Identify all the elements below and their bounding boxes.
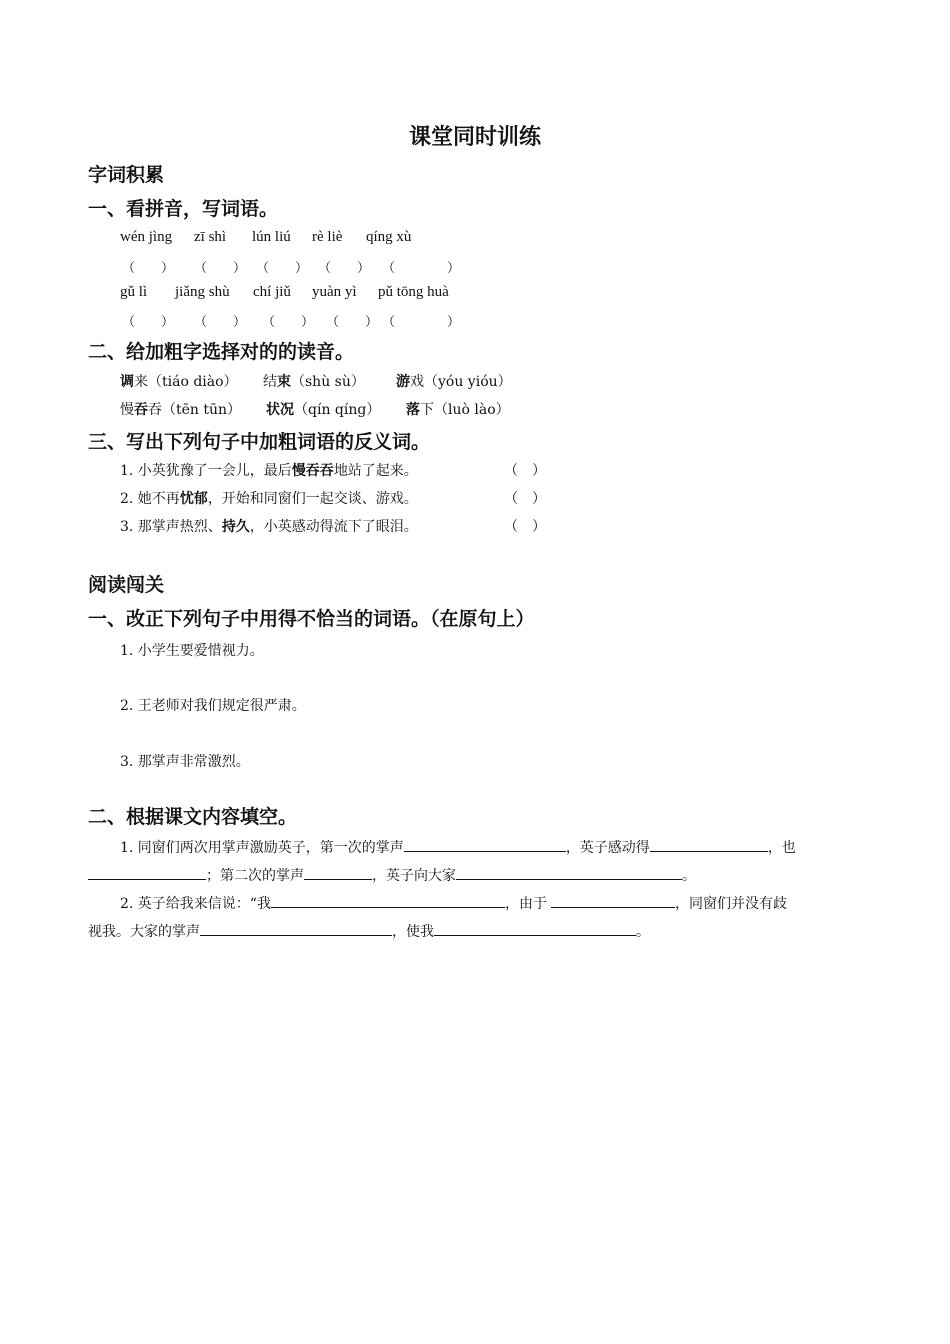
antonym-answer-blank[interactable]: （ ） (504, 519, 546, 535)
pinyin-item: yuàn yì (312, 284, 357, 300)
fill-line-2: ；第二次的掌声 ，英子向大家 。 (88, 865, 696, 885)
pinyin-item: jiǎng shù (175, 284, 230, 300)
fill-blank[interactable] (304, 865, 372, 880)
antonym-sentence-3: 3. 那掌声热烈、持久，小英感动得流下了眼泪。 (120, 519, 418, 535)
pinyin-item: gǔ lì (120, 284, 148, 300)
question-heading-fill: 二、根据课文内容填空。 (88, 806, 298, 828)
fill-blank[interactable] (404, 837, 566, 852)
question-heading-pronunciation: 二、给加粗字选择对的的读音。 (88, 341, 355, 363)
answer-blank[interactable]: （ ） (122, 260, 175, 275)
pronunciation-item: 游戏（yóu yióu） (396, 374, 512, 390)
fill-line-1: 1. 同窗们两次用掌声激励英子，第一次的掌声 ，英子感动得 ，也 (120, 837, 796, 857)
answer-blank[interactable]: （ ） (194, 314, 247, 329)
fill-line-4: 视我。大家的掌声 ，使我 。 (88, 921, 650, 941)
pronunciation-item: 结束（shù sù） (263, 374, 365, 390)
fill-blank[interactable] (650, 837, 768, 852)
question-heading-pinyin: 一、看拼音，写词语。 (88, 198, 279, 220)
answer-blank[interactable]: （ ） (256, 260, 309, 275)
pronunciation-item: 调来（tiáo diào） (120, 374, 238, 390)
fill-line-3: 2. 英子给我来信说：“我 ，由于 ，同窗们并没有歧 (120, 893, 787, 913)
pinyin-item: rè liè (312, 229, 343, 245)
fill-blank[interactable] (456, 865, 682, 880)
answer-blank[interactable]: （ ） (262, 314, 315, 329)
fill-blank[interactable] (271, 893, 505, 908)
antonym-answer-blank[interactable]: （ ） (504, 463, 546, 479)
fill-blank[interactable] (88, 865, 206, 880)
pinyin-item: zī shì (194, 229, 227, 245)
pinyin-item: wén jìng (120, 229, 173, 245)
answer-blank-wide[interactable]: （ ） (382, 260, 461, 275)
pinyin-item: qíng xù (366, 229, 412, 245)
answer-blank[interactable]: （ ） (122, 314, 175, 329)
fill-blank[interactable] (434, 921, 636, 936)
fill-blank[interactable] (200, 921, 392, 936)
answer-blank-wide[interactable]: （ ） (382, 314, 461, 329)
antonym-sentence-2: 2. 她不再忧郁，开始和同窗们一起交谈、游戏。 (120, 491, 418, 507)
pronunciation-item: 状况（qín qíng） (266, 402, 381, 418)
page-title: 课堂同时训练 (408, 125, 541, 150)
correction-sentence[interactable]: 3. 那掌声非常激烈。 (120, 754, 250, 770)
answer-blank[interactable]: （ ） (194, 260, 247, 275)
correction-sentence[interactable]: 1. 小学生要爱惜视力。 (120, 643, 264, 659)
pinyin-item: lún liú (252, 229, 291, 245)
fill-blank[interactable] (551, 893, 675, 908)
question-heading-correction: 一、改正下列句子中用得不恰当的词语。（在原句上） (88, 608, 535, 630)
pronunciation-item: 落下（luò lào） (406, 402, 510, 418)
question-heading-antonym: 三、写出下列句子中加粗词语的反义词。 (88, 431, 431, 453)
answer-blank[interactable]: （ ） (318, 260, 371, 275)
antonym-sentence-1: 1. 小英犹豫了一会儿，最后慢吞吞地站了起来。 (120, 463, 418, 479)
correction-sentence[interactable]: 2. 王老师对我们规定很严肃。 (120, 698, 306, 714)
answer-blank[interactable]: （ ） (326, 314, 379, 329)
section-heading-vocab: 字词积累 (88, 164, 165, 186)
antonym-answer-blank[interactable]: （ ） (504, 491, 546, 507)
section-heading-reading: 阅读闯关 (88, 574, 165, 596)
pinyin-item: chí jiǔ (253, 284, 291, 300)
pronunciation-item: 慢吞吞（tēn tūn） (120, 402, 242, 418)
pinyin-item: pǔ tōng huà (378, 284, 449, 300)
